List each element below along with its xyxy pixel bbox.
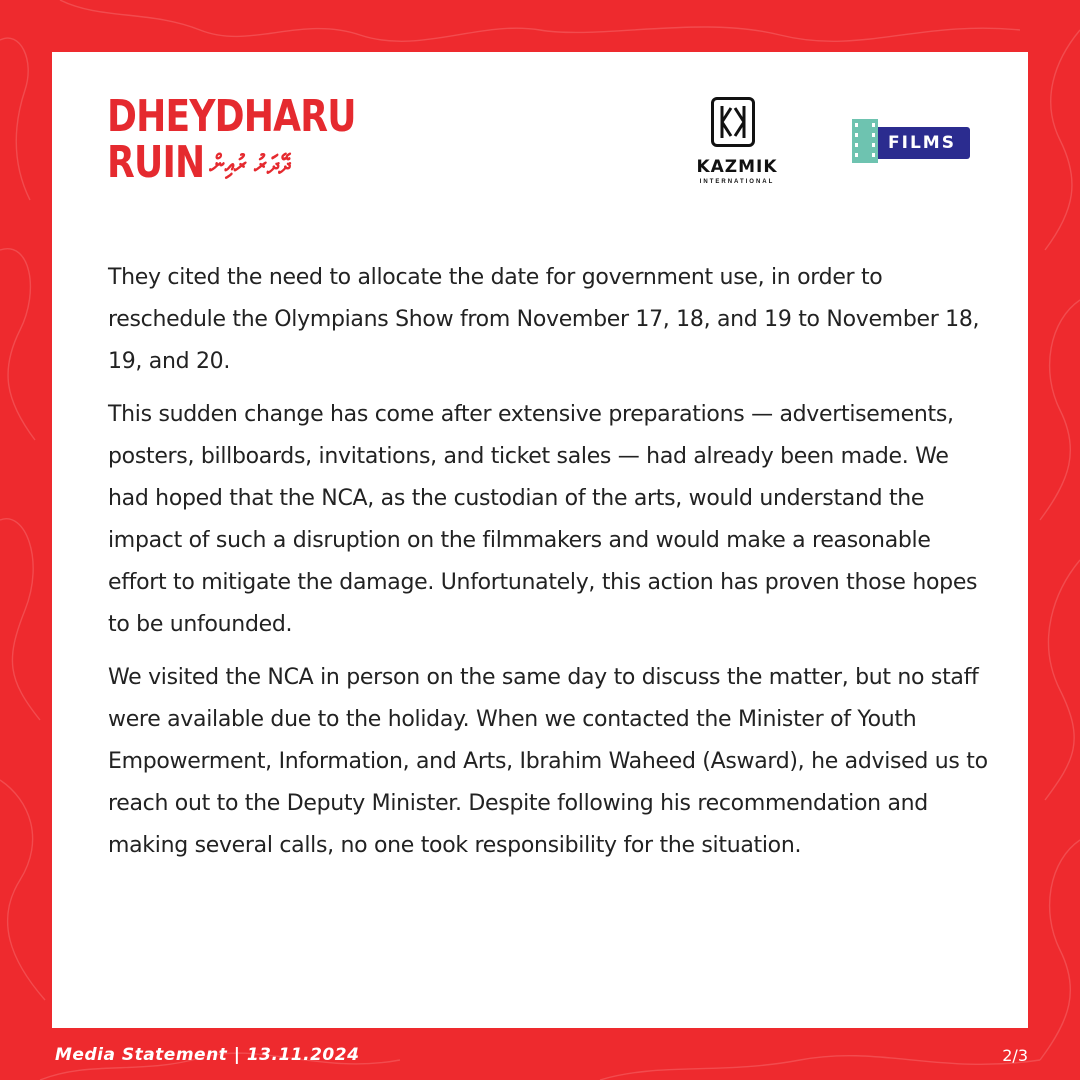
paragraph: They cited the need to allocate the date for government use, in order to reschedule the Olympians Show from November 17, 18, and 19 to November 18, 19, and 20. bbox=[108, 265, 980, 374]
film-strip-icon bbox=[852, 119, 878, 163]
films-label: FILMS bbox=[868, 127, 970, 159]
dheydharu-ruin-logo bbox=[107, 91, 356, 188]
statement-body bbox=[108, 257, 988, 878]
kazmik-name: KAZMIK bbox=[696, 157, 778, 177]
kazmik-mark-icon bbox=[711, 97, 755, 147]
logo-thaana-text: ދޭދަރު ރުއިން bbox=[209, 150, 292, 180]
films-logo bbox=[852, 119, 972, 164]
paragraph: We visited the NCA in person on the same day to discuss the matter, but no staff were available due to the holiday. When we contacted the Minister of Youth Empowerment, Information, and Arts, Ibrahim Waheed (Asward), he advised us to reach out to the Deputy Minister. Despite following his recommendation and making several calls, no one took responsibility for the situation. bbox=[108, 665, 988, 858]
paragraph: This sudden change has come after extensive preparations — advertisements, posters, billboards, invitations, and ticket sales — had already been made. We had hoped that the NCA, as the custodian of the arts, would understand the impact of such a disruption on the filmmakers and would make a reasonable effort to mitigate the damage. Unfortunately, this action has proven those hopes to be unfounded. bbox=[108, 402, 978, 637]
kazmik-subtitle: INTERNATIONAL bbox=[699, 179, 775, 185]
logo-line-2 bbox=[107, 137, 356, 188]
page-indicator: 2/3 bbox=[1002, 1046, 1028, 1065]
footer-label: Media Statement | 13.11.2024 bbox=[55, 1045, 360, 1065]
logo-line-1: DHEYDHARU bbox=[107, 91, 356, 142]
kazmik-international-logo bbox=[682, 97, 792, 192]
statement-card bbox=[52, 52, 1028, 1028]
logo-line-2-text: RUIN bbox=[107, 137, 205, 188]
